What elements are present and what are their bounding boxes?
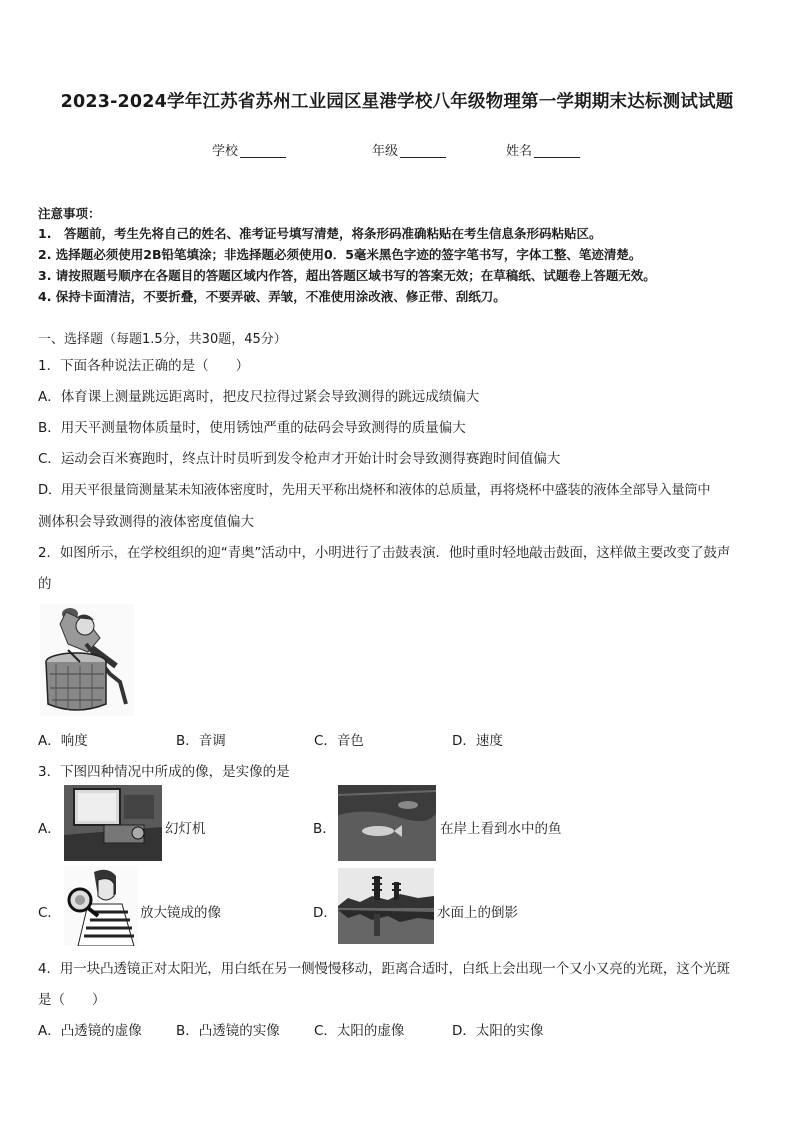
school-blank — [240, 143, 286, 158]
name-label: 姓名 — [506, 144, 533, 159]
q2-option-d: D．速度 — [452, 733, 503, 749]
q4-stem: 4．用一块凸透镜正对太阳光，用白纸在另一侧慢慢移动，距离合适时，白纸上会出现一个又小又亮的光斑，这个光斑 — [38, 961, 730, 977]
q1-option-c: C．运动会百米赛跑时，终点计时员听到发令枪声才开始计时会导致测得赛跑时间值偏大 — [38, 451, 561, 467]
q1-option-d-cont: 测体积会导致测得的液体密度值偏大 — [38, 514, 254, 530]
q4-option-d: D．太阳的实像 — [452, 1023, 544, 1039]
section-heading: 一、选择题（每题1.5分，共30题，45分） — [38, 332, 287, 347]
q3-option-c-letter: C． — [38, 905, 61, 921]
q3-option-b-caption: 在岸上看到水中的鱼 — [440, 821, 562, 837]
q4-option-c: C．太阳的虚像 — [314, 1023, 405, 1039]
q3-option-d-caption: 水面上的倒影 — [437, 905, 518, 921]
q3-stem: 3．下图四种情况中所成的像，是实像的是 — [38, 764, 290, 780]
q1-option-d: D．用天平很量筒测量某未知液体密度时，先用天平称出烧杯和液体的总质量，再将烧杯中盛装的液体全部导入量筒中 — [38, 483, 711, 498]
name-field — [506, 140, 580, 159]
note-item: 4. 保持卡面清洁，不要折叠，不要弄破、弄皱，不准使用涂改液、修正带、刮纸刀。 — [38, 289, 506, 304]
school-label: 学校 — [212, 144, 239, 159]
page-title: 2023-2024学年江苏省苏州工业园区星港学校八年级物理第一学期期末达标测试试题 — [60, 92, 734, 112]
q4-option-b: B．凸透镜的实像 — [176, 1023, 280, 1039]
q1-option-b: B．用天平测量物体质量时，使用锈蚀严重的砝码会导致测得的质量偏大 — [38, 420, 466, 436]
grade-blank — [400, 143, 446, 158]
magnifier-figure — [64, 866, 138, 946]
q4-option-a: A．凸透镜的虚像 — [38, 1023, 142, 1039]
q3-option-a-caption: 幻灯机 — [165, 821, 206, 837]
note-item: 2. 选择题必须使用2B铅笔填涂；非选择题必须使用0．5毫米黑色字迹的签字笔书写，字体工整、笔迹清楚。 — [38, 247, 642, 262]
q3-option-d-letter: D． — [313, 905, 337, 921]
q2-stem: 2．如图所示，在学校组织的迎“青奥”活动中，小明进行了击鼓表演．他时重时轻地敲击鼓面，这样做主要改变了鼓声 — [38, 545, 731, 561]
q2-option-a: A．响度 — [38, 733, 88, 749]
q3-option-c-caption: 放大镜成的像 — [140, 905, 221, 921]
q1-stem: 1．下面各种说法正确的是（ ） — [38, 358, 250, 374]
school-field — [212, 140, 286, 159]
water-reflection-photo — [338, 868, 434, 944]
drummer-figure — [40, 604, 134, 716]
name-blank — [534, 143, 580, 158]
note-item: 1. 答题前，考生先将自己的姓名、准考证号填写清楚，将条形码准确粘贴在考生信息条形码粘贴区。 — [38, 226, 602, 241]
q3-option-a-letter: A． — [38, 821, 61, 837]
q2-stem-cont: 的 — [38, 576, 52, 592]
grade-field — [372, 140, 446, 159]
notes-heading: 注意事项： — [38, 206, 101, 221]
q2-option-b: B．音调 — [176, 733, 226, 749]
slide-projector-photo — [64, 785, 162, 861]
q4-stem-cont: 是（ ） — [38, 992, 106, 1008]
q3-option-b-letter: B． — [313, 821, 336, 837]
q1-option-a: A．体育课上测量跳远距离时，把皮尺拉得过紧会导致测得的跳远成绩偏大 — [38, 389, 480, 405]
fish-in-water-photo — [338, 785, 436, 861]
q2-option-c: C．音色 — [314, 733, 364, 749]
grade-label: 年级 — [372, 144, 399, 159]
note-item: 3. 请按照题号顺序在各题目的答题区域内作答，超出答题区域书写的答案无效；在草稿纸、试题卷上答题无效。 — [38, 268, 656, 283]
